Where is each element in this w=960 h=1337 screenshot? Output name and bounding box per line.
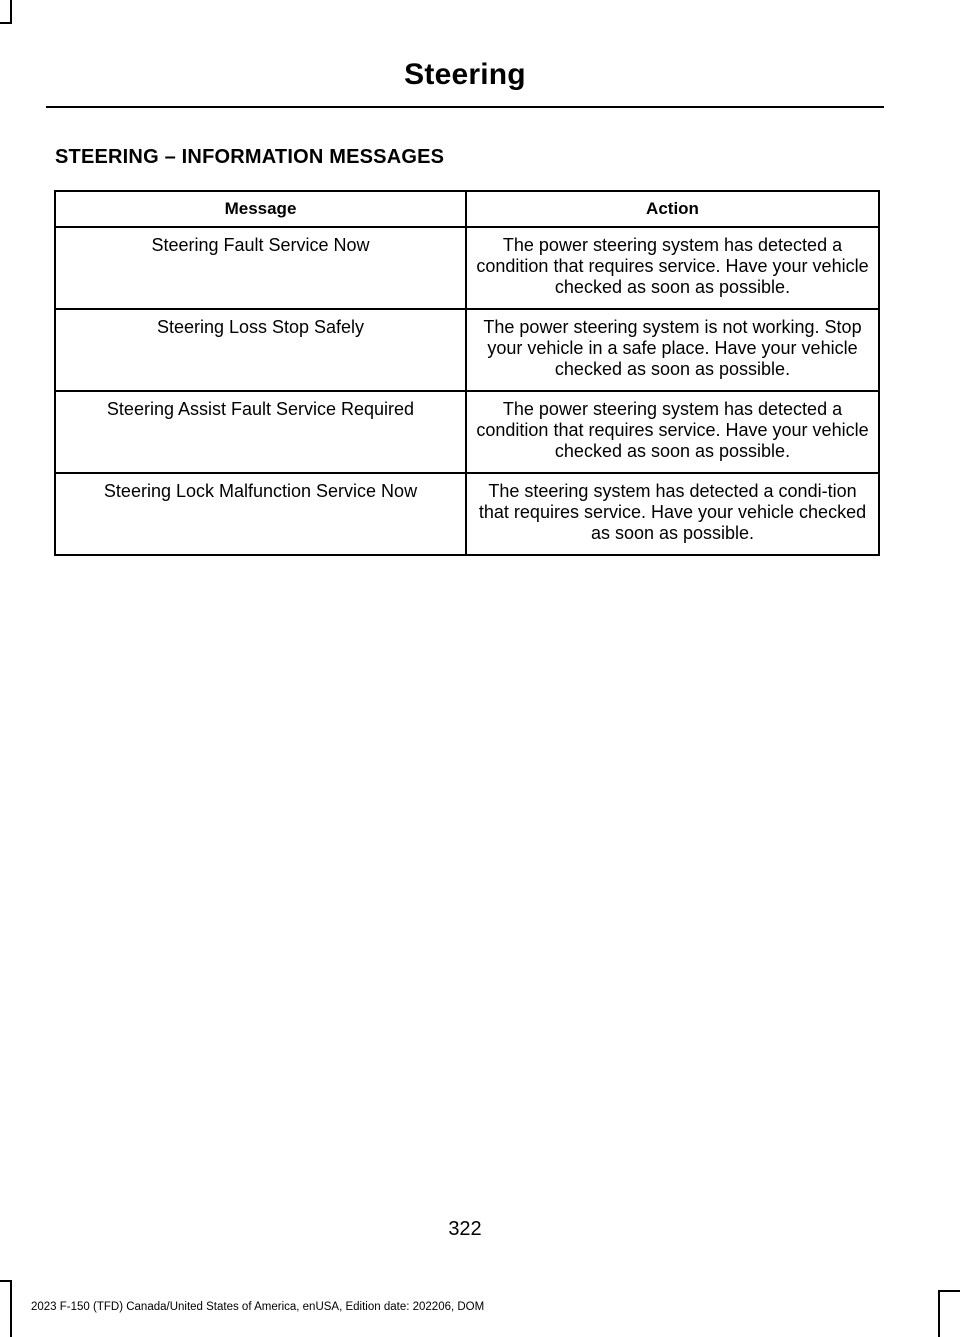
table-row xyxy=(55,473,879,555)
crop-mark-bottom-right-horizontal xyxy=(938,1290,960,1292)
page-number: 322 xyxy=(448,1218,482,1240)
table-row xyxy=(55,309,879,391)
header-divider xyxy=(46,106,884,108)
action-cell: The power steering system has detected a condition that requires service. Have your vehicle checked as soon as possible. xyxy=(466,227,879,309)
crop-mark-top-left-horizontal xyxy=(0,22,12,24)
message-cell: Steering Assist Fault Service Required xyxy=(55,391,466,473)
crop-mark-top-left-vertical xyxy=(10,0,12,24)
message-cell: Steering Lock Malfunction Service Now xyxy=(55,473,466,555)
section-heading: STEERING – INFORMATION MESSAGES xyxy=(55,146,445,168)
crop-mark-bottom-left-horizontal xyxy=(0,1280,12,1282)
chapter-title: Steering xyxy=(404,58,526,91)
crop-mark-bottom-left-vertical xyxy=(10,1280,12,1337)
table-row xyxy=(55,391,879,473)
table-header-row xyxy=(55,191,879,227)
message-cell: Steering Loss Stop Safely xyxy=(55,309,466,391)
action-cell: The power steering system is not working. Stop your vehicle in a safe place. Have your vehicle checked as soon as possible. xyxy=(466,309,879,391)
action-cell: The power steering system has detected a condition that requires service. Have your vehicle checked as soon as possible. xyxy=(466,391,879,473)
column-header-action: Action xyxy=(466,191,879,227)
message-cell: Steering Fault Service Now xyxy=(55,227,466,309)
information-messages-table xyxy=(54,190,880,556)
table-row xyxy=(55,227,879,309)
column-header-message: Message xyxy=(55,191,466,227)
action-cell: The steering system has detected a condi-tion that requires service. Have your vehicle checked as soon as possible. xyxy=(466,473,879,555)
crop-mark-bottom-right-vertical xyxy=(938,1290,940,1337)
edition-footer: 2023 F-150 (TFD) Canada/United States of America, enUSA, Edition date: 202206, DOM xyxy=(31,1301,485,1313)
